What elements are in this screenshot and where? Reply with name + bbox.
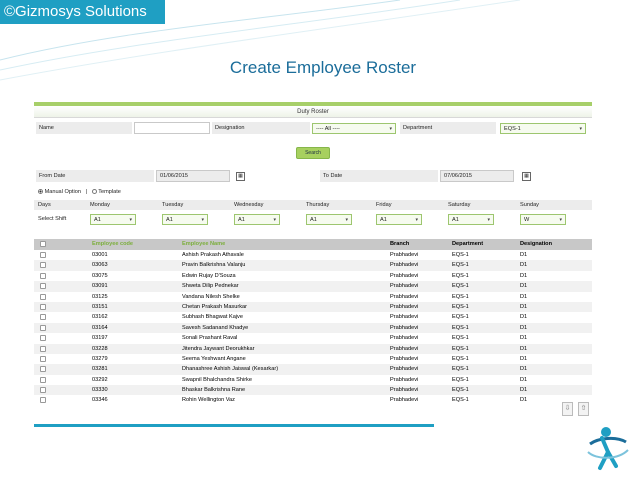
- row-checkbox[interactable]: [40, 262, 46, 268]
- row-checkbox[interactable]: [40, 346, 46, 352]
- chevron-down-icon: ▾: [201, 217, 204, 223]
- employee-code-cell: 03346: [92, 397, 108, 404]
- select-shift-label: Select Shift: [38, 216, 67, 222]
- day-sunday: Sunday: [520, 202, 539, 208]
- row-checkbox[interactable]: [40, 283, 46, 289]
- department-cell: EQS-1: [452, 293, 469, 300]
- employee-name-cell: Bhaskar Balkrishna Rane: [182, 387, 246, 394]
- day-monday: Monday: [90, 202, 110, 208]
- day-tuesday: Tuesday: [162, 202, 184, 208]
- table-row[interactable]: [34, 260, 592, 270]
- designation-cell: D1: [520, 387, 528, 394]
- employee-name-cell: Shweta Dilip Pednekar: [182, 283, 239, 290]
- bottom-accent-line: [34, 424, 434, 427]
- table-row[interactable]: [34, 281, 592, 291]
- branch-cell: Prabhadevi: [390, 366, 419, 373]
- department-cell: EQS-1: [452, 366, 469, 373]
- employee-name-cell: Vandana Nilesh Shelke: [182, 293, 240, 300]
- designation-cell: D1: [520, 397, 528, 404]
- employee-code-cell: 03279: [92, 355, 108, 362]
- employee-code-cell: 03281: [92, 366, 108, 373]
- department-cell: EQS-1: [452, 324, 469, 331]
- from-date-input[interactable]: 01/06/2015: [156, 170, 230, 182]
- column-department[interactable]: Department: [452, 241, 484, 247]
- day-thursday: Thursday: [306, 202, 330, 208]
- name-input[interactable]: [134, 122, 210, 134]
- branch-cell: Prabhadevi: [390, 387, 419, 394]
- row-checkbox[interactable]: [40, 335, 46, 341]
- department-cell: EQS-1: [452, 387, 469, 394]
- shift-select-tuesday[interactable]: A1 ▾: [162, 214, 208, 225]
- branch-cell: Prabhadevi: [390, 397, 419, 404]
- branch-cell: Prabhadevi: [390, 293, 419, 300]
- branch-cell: Prabhadevi: [390, 252, 419, 258]
- branch-cell: Prabhadevi: [390, 272, 419, 279]
- table-row[interactable]: [34, 395, 592, 405]
- calendar-icon[interactable]: ▦: [236, 172, 245, 181]
- scroll-down-icon[interactable]: ⇩: [562, 402, 573, 416]
- branch-cell: Prabhadevi: [390, 314, 419, 321]
- name-label: Name: [36, 122, 132, 134]
- employee-name-cell: Seema Yeshwant Angane: [182, 355, 246, 362]
- branch-cell: Prabhadevi: [390, 355, 419, 362]
- employee-name-cell: Dhanashree Ashish Jaiswal (Kesarkar): [182, 366, 279, 373]
- to-date-label: To Date: [320, 170, 438, 182]
- select-shift-row: [34, 214, 592, 228]
- designation-cell: D1: [520, 355, 528, 362]
- designation-cell: D1: [520, 272, 528, 279]
- department-cell: EQS-1: [452, 314, 469, 321]
- table-row[interactable]: [34, 375, 592, 385]
- branch-cell: Prabhadevi: [390, 283, 419, 290]
- employee-name-cell: Savesh Sadanand Khadye: [182, 324, 249, 331]
- row-checkbox[interactable]: [40, 366, 46, 372]
- shift-select-saturday[interactable]: A1 ▾: [448, 214, 494, 225]
- branch-cell: Prabhadevi: [390, 376, 419, 383]
- shift-select-friday[interactable]: A1 ▾: [376, 214, 422, 225]
- employee-code-cell: 03164: [92, 324, 108, 331]
- designation-cell: D1: [520, 345, 528, 352]
- row-checkbox[interactable]: [40, 397, 46, 403]
- employee-name-cell: Rohin Wellington Vaz: [182, 397, 235, 404]
- employee-name-cell: Subhash Bhagwat Kajve: [182, 314, 243, 321]
- employee-code-cell: 03063: [92, 262, 108, 269]
- department-select[interactable]: EQS-1 ▾: [500, 123, 586, 134]
- row-checkbox[interactable]: [40, 252, 46, 258]
- designation-label: Designation: [212, 122, 310, 134]
- row-checkbox[interactable]: [40, 273, 46, 279]
- branch-cell: Prabhadevi: [390, 335, 419, 342]
- chevron-down-icon: ▾: [415, 217, 418, 223]
- chevron-down-icon: ▾: [345, 217, 348, 223]
- employee-table-header: [34, 239, 592, 250]
- employee-code-cell: 03001: [92, 252, 108, 258]
- to-date-input[interactable]: 07/06/2015: [440, 170, 514, 182]
- table-row[interactable]: [34, 292, 592, 302]
- row-checkbox[interactable]: [40, 356, 46, 362]
- employee-name-cell: Jitendra Jaywant Deorukhkar: [182, 345, 255, 352]
- table-row[interactable]: [34, 333, 592, 343]
- designation-cell: D1: [520, 366, 528, 373]
- table-row[interactable]: [34, 302, 592, 312]
- employee-table-body: [34, 250, 592, 406]
- row-checkbox[interactable]: [40, 387, 46, 393]
- employee-code-cell: 03151: [92, 303, 108, 310]
- row-checkbox[interactable]: [40, 377, 46, 383]
- duty-roster-window: [34, 102, 592, 424]
- department-cell: EQS-1: [452, 303, 469, 310]
- chevron-down-icon: ▾: [389, 126, 392, 132]
- template-label: Template: [98, 189, 121, 195]
- chevron-down-icon: ▾: [559, 217, 562, 223]
- designation-select[interactable]: ---- All ---- ▾: [312, 123, 396, 134]
- manual-option-radio[interactable]: [38, 189, 43, 194]
- designation-cell: D1: [520, 252, 528, 258]
- template-radio[interactable]: [92, 189, 97, 194]
- department-cell: EQS-1: [452, 376, 469, 383]
- designation-cell: D1: [520, 283, 528, 290]
- designation-cell: D1: [520, 314, 528, 321]
- date-row: [34, 170, 592, 184]
- branch-cell: Prabhadevi: [390, 345, 419, 352]
- gizmosys-logo-icon: [582, 422, 634, 474]
- designation-cell: D1: [520, 262, 528, 269]
- department-cell: EQS-1: [452, 355, 469, 362]
- employee-name-cell: Chetan Prakash Masurkar: [182, 303, 247, 310]
- table-row[interactable]: [34, 312, 592, 322]
- filter-row: [34, 122, 592, 136]
- chevron-down-icon: ▾: [273, 217, 276, 223]
- table-row[interactable]: [34, 250, 592, 260]
- chevron-down-icon: ▾: [129, 217, 132, 223]
- column-branch[interactable]: Branch: [390, 241, 410, 247]
- table-row[interactable]: [34, 354, 592, 364]
- days-row: [34, 200, 592, 210]
- shift-select-sunday[interactable]: W ▾: [520, 214, 566, 225]
- employee-code-cell: 03197: [92, 335, 108, 342]
- select-all-checkbox[interactable]: [40, 241, 46, 247]
- chevron-down-icon: ▾: [487, 217, 490, 223]
- day-saturday: Saturday: [448, 202, 471, 208]
- option-separator: |: [85, 189, 88, 195]
- employee-name-cell: Pravin Balkrishna Valanju: [182, 262, 246, 269]
- table-row[interactable]: [34, 344, 592, 354]
- department-cell: EQS-1: [452, 252, 469, 258]
- shift-select-thursday[interactable]: A1 ▾: [306, 214, 352, 225]
- department-cell: EQS-1: [452, 272, 469, 279]
- row-checkbox[interactable]: [40, 304, 46, 310]
- calendar-icon[interactable]: ▦: [522, 172, 531, 181]
- column-employee-name[interactable]: Employee Name: [182, 241, 226, 247]
- day-friday: Friday: [376, 202, 392, 208]
- designation-cell: D1: [520, 376, 528, 383]
- duty-roster-header: Duty Roster: [34, 106, 592, 118]
- employee-code-cell: 03228: [92, 345, 108, 352]
- designation-cell: D1: [520, 324, 528, 331]
- table-row[interactable]: [34, 271, 592, 281]
- column-employee-code[interactable]: Employee code: [92, 241, 134, 247]
- brand-banner: ©Gizmosys Solutions: [0, 0, 165, 24]
- employee-code-cell: 03292: [92, 376, 108, 383]
- row-checkbox[interactable]: [40, 325, 46, 331]
- table-row[interactable]: [34, 364, 592, 374]
- shift-select-wednesday[interactable]: A1 ▾: [234, 214, 280, 225]
- manual-option-label: Manual Option: [44, 189, 81, 195]
- employee-code-cell: 03075: [92, 272, 108, 279]
- table-row[interactable]: [34, 385, 592, 395]
- designation-cell: D1: [520, 303, 528, 310]
- employee-code-cell: 03330: [92, 387, 108, 394]
- roster-mode-options: [34, 187, 592, 197]
- employee-code-cell: 03091: [92, 283, 108, 290]
- shift-select-monday[interactable]: A1 ▾: [90, 214, 136, 225]
- designation-cell: D1: [520, 335, 528, 342]
- from-date-label: From Date: [36, 170, 154, 182]
- row-checkbox[interactable]: [40, 314, 46, 320]
- branch-cell: Prabhadevi: [390, 303, 419, 310]
- department-cell: EQS-1: [452, 283, 469, 290]
- branch-cell: Prabhadevi: [390, 262, 419, 269]
- employee-code-cell: 03125: [92, 293, 108, 300]
- designation-cell: D1: [520, 293, 528, 300]
- department-cell: EQS-1: [452, 335, 469, 342]
- department-cell: EQS-1: [452, 262, 469, 269]
- employee-name-cell: Edwin Rujay D'Souza: [182, 272, 236, 279]
- chevron-down-icon: ▾: [579, 126, 582, 132]
- department-cell: EQS-1: [452, 397, 469, 404]
- department-label: Department: [400, 122, 496, 134]
- employee-name-cell: Ashish Prakash Athavale: [182, 252, 244, 258]
- department-cell: EQS-1: [452, 345, 469, 352]
- slide-title: Create Employee Roster: [229, 58, 417, 77]
- column-designation[interactable]: Designation: [520, 241, 553, 247]
- row-checkbox[interactable]: [40, 294, 46, 300]
- table-row[interactable]: [34, 323, 592, 333]
- employee-name-cell: Swapnil Bhalchandra Shirke: [182, 376, 252, 383]
- days-label: Days: [38, 202, 51, 208]
- employee-name-cell: Sonali Prashant Raval: [182, 335, 238, 342]
- employee-code-cell: 03162: [92, 314, 108, 321]
- day-wednesday: Wednesday: [234, 202, 264, 208]
- branch-cell: Prabhadevi: [390, 324, 419, 331]
- scroll-up-icon[interactable]: ⇧: [578, 402, 589, 416]
- search-button[interactable]: Search: [296, 147, 330, 159]
